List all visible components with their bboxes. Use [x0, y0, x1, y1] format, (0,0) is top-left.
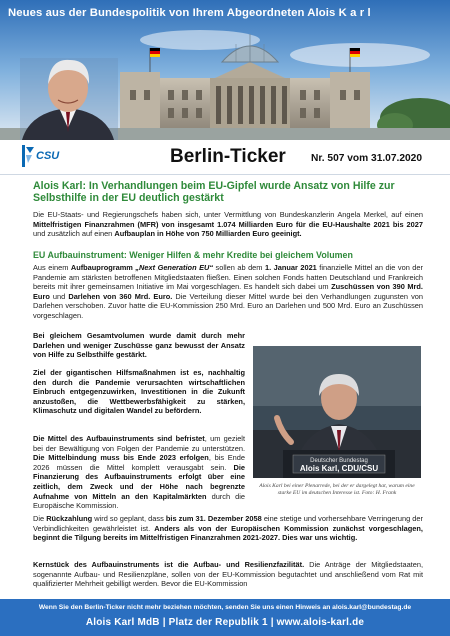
text-run: finanzielle Mittel an die von der Pandemie am stärksten betroffenen Mitgliedstaaten fließen. Einen solchen Fonds hatten Deutschland und Frankreich bereits mit ihrer gemeinsamen Initiative im Mai vorgeschlagen. Es handelt sich dabei um [33, 263, 423, 292]
text-run: Kernstück des Aufbauinstruments ist die Aufbau- und Resilienzfazilität. [33, 560, 305, 569]
text-run: Die Mittelbindung muss bis Ende 2023 erfolgen [33, 453, 209, 463]
contact-address: Alois Karl MdB | Platz der Republik 1 | www.alois-karl.de [85, 617, 365, 628]
portrait-photo [20, 58, 118, 140]
issue-number: Nr. 507 vom 31.07.2020 [311, 153, 423, 164]
text-run: Die EU-Staats- und Regierungschefs haben sich, unter Vermittlung von Bundeskanzlerin Angela Merkel, auf einen [33, 210, 423, 219]
text-run: 1. Januar 2021 [264, 263, 317, 272]
text-run: Die Verteilung dieser Mittel wurde bei den Verhandlungen zugunsten von Darlehen verschoben. Zuvor hatte die EU-Kommission 250 Mrd. Euro an Darlehen und 500 Mrd. Euro an Zuschüssen vorgeschlagen. [33, 291, 423, 320]
text-run: , um gezielt bei der Bewältigung von Folgen der Pandemie zu unterstützen. [33, 434, 246, 453]
text-run: und [49, 291, 69, 301]
banner-title: Neues aus der Bundespolitik von Ihrem Abgeordneten Alois K a r l [8, 7, 371, 19]
text-run: Zuschüssen von 390 Mrd. Euro [33, 282, 423, 301]
text-run: Aufbauplan in Höhe von 750 Milliarden Euro geeinigt. [114, 229, 302, 239]
lead-headline: Alois Karl: In Verhandlungen beim EU-Gipfel wurde Ansatz von Hilfe zur Selbsthilfe in der EU deutlich gestärkt [33, 180, 395, 204]
unsubscribe-note: Wenn Sie den Berlin-Ticker nicht mehr beziehen möchten, senden Sie uns einen Hinweis an alois.karl@bundestag.de [38, 604, 412, 611]
footer [0, 599, 450, 636]
paragraph-kernstueck [33, 560, 423, 589]
text-run: Die Mittel des Aufbauinstruments sind befristet [33, 434, 205, 443]
speaker-photo [253, 346, 421, 478]
paragraph-mittel [33, 434, 245, 511]
text-run: Anders als von der Europäischen Kommission zunächst vorgeschlagen, beginnt die Tilgung bereits im Mittelfristigen Finanzrahmen 2021-2027. Dies war uns wichtig. [33, 523, 423, 543]
intro-paragraph [33, 210, 423, 239]
text-run: Bei gleichem Gesamtvolumen wurde damit durch mehr Darlehen und weniger Zuschüsse ganz bewusst der Ansatz von Hilfe zu Selbsthilfe gestärkt. [33, 331, 245, 360]
text-run: Rückzahlung [46, 514, 93, 523]
csu-logo [22, 145, 68, 167]
csu-logo-text: CSU [36, 150, 60, 162]
text-run: Die Finanzierung des Aufbauinstruments erfolgt über eine zeitlich, dem Zweck und der Höhe nach begrenzte Aufnahme von Mitteln an den Kapitalmärkten [33, 462, 245, 501]
nameplate-name: Alois Karl, CDU/CSU [299, 464, 379, 473]
text-run: durch die Europäische Kommission. [33, 491, 245, 511]
header-banner [0, 0, 450, 140]
paragraph-aufbauprogramm [33, 263, 423, 321]
paragraph-ziel [33, 368, 245, 416]
ticker-title: Berlin-Ticker [170, 146, 286, 167]
paragraph-rueckzahlung [33, 514, 423, 543]
text-run: „Next Generation EU“ [135, 263, 214, 272]
nameplate-org: Deutscher Bundestag [310, 458, 368, 464]
photo-caption: Alois Karl bei einer Plenarrede, bei der er dargelegt hat, warum eine starke EU im deutschen Interesse ist. Foto: H. Frank [259, 483, 415, 496]
text-run: wird so geplant, dass [92, 514, 166, 523]
text-run: Die Anträge der Mitgliedstaaten, sogenannte Aufbau- und Resilienzpläne, sollen von der EU-Kommission begutachtet und anschließend vom Rat mit qualifizierter Mehrheit gebilligt werden. Bevor die EU-Kommission [33, 560, 424, 589]
text-run: Aus einem [33, 263, 71, 272]
text-run: Ziel der gigantischen Hilfsmaßnahmen ist es, nachhaltig den durch die Pandemie verursachten wirtschaftlichen Einbruch entgegenzuwirken, Investitionen in die Zukunft anzustoßen, die Wettbewerbsfähigkeit zu stärken, Klimaschutz und digitalen Wandel zu befördern. [33, 368, 245, 416]
text-run: , bis Ende 2026 müssen die Mittel komplett verausgabt sein. [33, 453, 245, 472]
text-run: sollen ab dem [213, 263, 265, 272]
text-run: Die [33, 514, 47, 523]
text-run: Mittelfristigen Finanzrahmen (MFR) von insgesamt 1.074 Milliarden Euro für die EU-Haushalte 2021 bis 2027 [33, 219, 423, 229]
reichstag-banner-photo [0, 0, 450, 140]
text-run: eine stetige und vorhersehbare Verringerung der Verbindlichkeiten gewährleistet ist. [33, 514, 423, 533]
text-run: bis zum 31. Dezember 2058 [165, 514, 262, 523]
text-run: Darlehen von 360 Mrd. Euro. [68, 291, 173, 301]
sub-headline: EU Aufbauinstrument: Weniger Hilfen & mehr Kredite bei gleichem Volumen [33, 250, 353, 260]
text-run: Aufbauprogramm [70, 263, 136, 272]
paragraph-gesamtvolumen [33, 331, 245, 360]
text-run: und zusätzlich auf einen [33, 229, 115, 239]
